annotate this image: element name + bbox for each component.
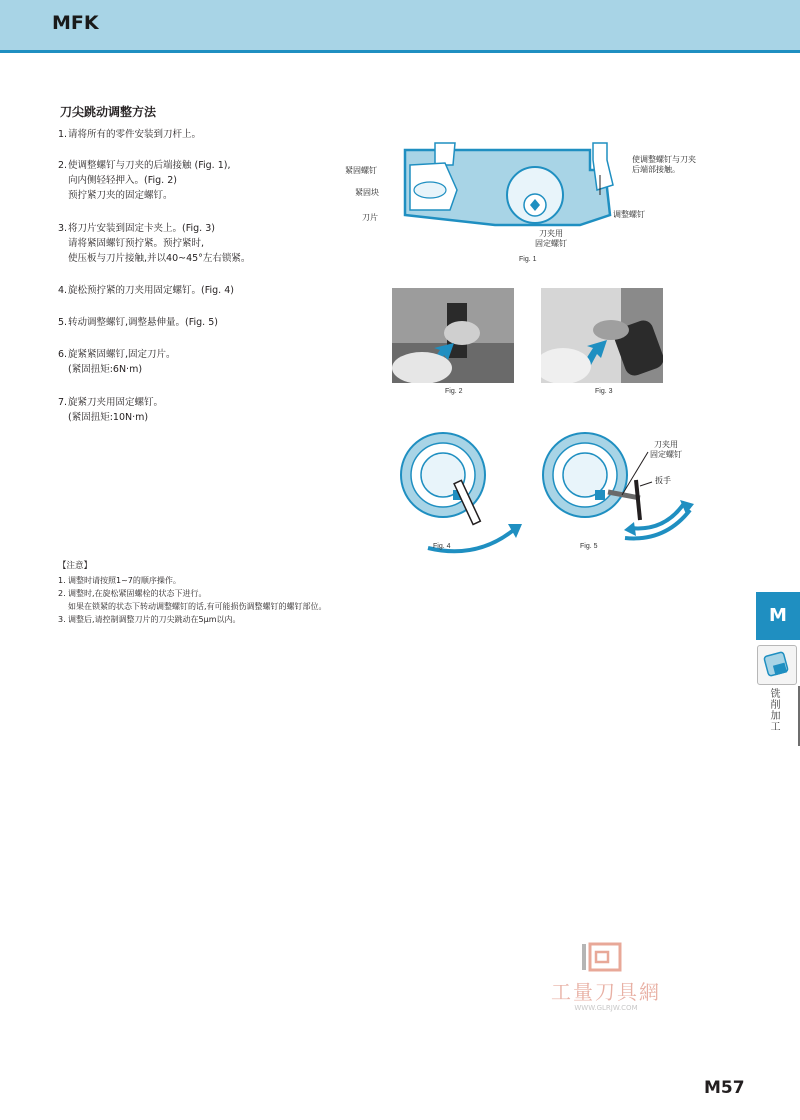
note-text: 调整时请按照1~7的顺序操作。: [68, 576, 181, 585]
fig5-label: Fig. 5: [580, 543, 598, 550]
callout-clamp-block: 紧固块: [355, 188, 379, 197]
callout-adjust-screw: 调整螺钉: [613, 210, 645, 219]
step-text: 向内侧轻轻押入。(Fig. 2): [68, 175, 177, 186]
callout-line: 刀夹用: [539, 229, 563, 238]
section-tab-m[interactable]: M: [756, 592, 800, 640]
step-number: 5.: [58, 317, 68, 328]
page-title: MFK: [52, 12, 99, 34]
note-item: [58, 587, 327, 613]
note-number: 3.: [58, 615, 66, 624]
note-number: 1.: [58, 576, 66, 585]
fig1-label: Fig. 1: [519, 256, 537, 263]
step-1: [58, 127, 201, 142]
step-3: [58, 221, 250, 266]
side-tab-label: 铣削加工: [768, 688, 779, 732]
watermark-url: WWW.GLRJW.COM: [574, 1004, 638, 1012]
callout-line: 固定螺钉: [650, 450, 682, 459]
step-text: 预拧紧刀夹的固定螺钉。: [68, 190, 173, 201]
step-number: 1.: [58, 129, 68, 140]
step-text: 使压板与刀片接触,并以40~45°左右锁紧。: [68, 253, 251, 264]
step-4: [58, 283, 234, 298]
section-title: 刀尖跳动调整方法: [60, 105, 157, 119]
step-text: 转动调整螺钉,调整悬伸量。(Fig. 5): [68, 317, 218, 328]
step-text: 使调整螺钉与刀夹的后端接触 (Fig. 1),: [68, 160, 231, 171]
callout-line: 固定螺钉: [535, 239, 567, 248]
callout-insert: 刀片: [362, 213, 378, 222]
step-text: 请将紧固螺钉预拧紧。预拧紧时,: [68, 238, 205, 249]
step-number: 6.: [58, 349, 68, 360]
step-2: [58, 158, 230, 203]
note-item: [58, 613, 327, 626]
note-item: [58, 574, 327, 587]
step-text: (紧固扭矩:10N·m): [68, 412, 149, 423]
fig3-illustration: [541, 288, 663, 383]
step-number: 4.: [58, 285, 68, 296]
fig2-illustration: [392, 288, 514, 383]
fig2-label: Fig. 2: [445, 388, 463, 395]
milling-icon: [757, 645, 797, 685]
fig2-photo: [392, 288, 514, 383]
fig4-diagram: [398, 420, 528, 560]
step-text: 请将所有的零件安装到刀杆上。: [68, 129, 202, 140]
watermark-logo: [536, 940, 676, 976]
callout-line: 使调整螺钉与刀夹: [632, 155, 696, 164]
note-number: 2.: [58, 589, 66, 598]
fig3-photo: [541, 288, 663, 383]
step-7: [58, 395, 163, 425]
callout-clamp-screw: 紧固螺钉: [345, 166, 377, 175]
step-text: 旋松预拧紧的刀夹用固定螺钉。(Fig. 4): [68, 285, 234, 296]
watermark: [536, 940, 736, 1020]
step-text: 将刀片安装到固定卡夹上。(Fig. 3): [68, 223, 215, 234]
note-text: 如果在锁紧的状态下转动调整螺钉的话,有可能损伤调整螺钉的螺钉部位。: [68, 602, 327, 611]
step-text: (紧固扭矩:6N·m): [68, 364, 143, 375]
notes-title: 【注意】: [58, 561, 93, 571]
note-text: 调整后,请控制调整刀片的刀尖跳动在5μm以内。: [68, 615, 241, 624]
callout-line: 刀夹用: [654, 440, 678, 449]
step-number: 2.: [58, 160, 68, 171]
callout-contact-note: [632, 155, 696, 175]
callout-holder-screw: [535, 229, 567, 249]
fig5-callout-wrench: 扳手: [655, 476, 671, 485]
step-text: 旋紧紧固螺钉,固定刀片。: [68, 349, 176, 360]
step-6: [58, 347, 176, 377]
page-number: M57: [704, 1078, 745, 1098]
page-header: [0, 0, 800, 50]
step-number: 3.: [58, 223, 68, 234]
fig4-label: Fig. 4: [433, 543, 451, 550]
fig5-callout-holder-screw: [650, 440, 682, 460]
step-number: 7.: [58, 397, 68, 408]
fig3-label: Fig. 3: [595, 388, 613, 395]
step-5: [58, 315, 218, 330]
header-divider: [0, 50, 800, 53]
fig1-diagram: [395, 135, 625, 235]
watermark-text: 工量刀具網: [551, 980, 661, 1004]
note-text: 调整时,在旋松紧固螺栓的状态下进行。: [68, 589, 207, 598]
notes-list: [58, 574, 327, 626]
step-text: 旋紧刀夹用固定螺钉。: [68, 397, 164, 408]
callout-line: 后端部接触。: [632, 165, 680, 174]
